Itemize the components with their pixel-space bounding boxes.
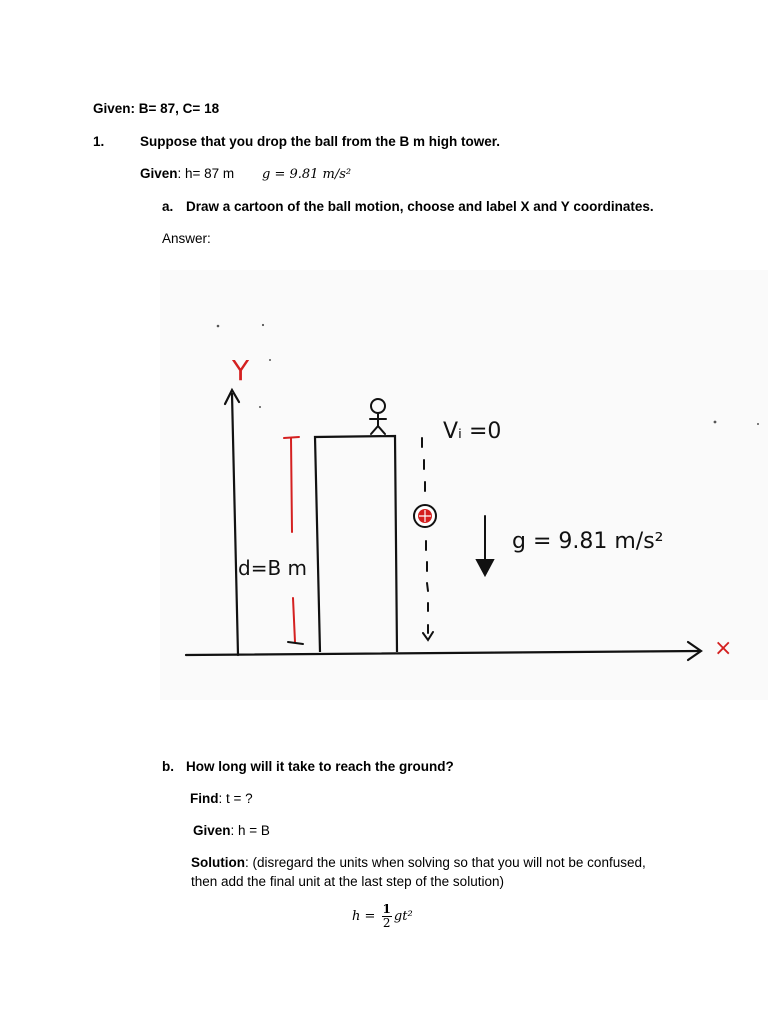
part-b-given-line [193,823,270,838]
part-a-text: Draw a cartoon of the ball motion, choose and label X and Y coordinates. [186,199,654,214]
part-b-letter: b. [162,759,174,774]
answer-label: Answer: [162,231,211,246]
solution-label: Solution [191,855,245,870]
formula-denominator: 2 [382,916,391,930]
formula-numerator: 1 [382,902,391,916]
formula-rhs: gt² [393,909,413,924]
find-label: Find [190,791,219,806]
part-b-text: How long will it take to reach the ground? [186,759,454,774]
formula-fraction [382,903,392,930]
question-given-label: Given [140,166,178,181]
question-given-h: : h= 87 m [177,166,235,181]
given-label: Given: [93,101,136,116]
question-number: 1. [93,134,105,149]
ball-icon [414,505,436,527]
question-given-line [140,166,234,181]
find-value: : t = ? [218,791,253,806]
gravity-label: g = 9.81 m/s² [512,529,664,554]
x-axis-label: × [714,636,733,661]
solution-line-1 [191,855,646,870]
formula-lhs: h = [352,909,376,924]
y-axis-label: Y [232,354,250,387]
gravity-formula: g = 9.81 m/s² [262,167,352,182]
part-b-given-label: Given [193,823,231,838]
ball-drop-sketch [160,270,768,700]
solution-text-1: : (disregard the units when solving so that you will not be confused, [245,855,646,870]
solution-line-2: then add the final unit at the last step of the solution) [191,874,504,889]
height-label: d=B m [238,556,308,580]
part-b-given-value: : h = B [230,823,270,838]
find-line [190,791,253,806]
question-text: Suppose that you drop the ball from the B m high tower. [140,134,501,149]
initial-velocity-label: Vᵢ =0 [443,419,502,444]
given-line [93,101,219,116]
given-value: B= 87, C= 18 [138,101,220,116]
sketch-paper [160,270,768,700]
free-fall-formula [352,903,413,930]
part-a-letter: a. [162,199,174,214]
